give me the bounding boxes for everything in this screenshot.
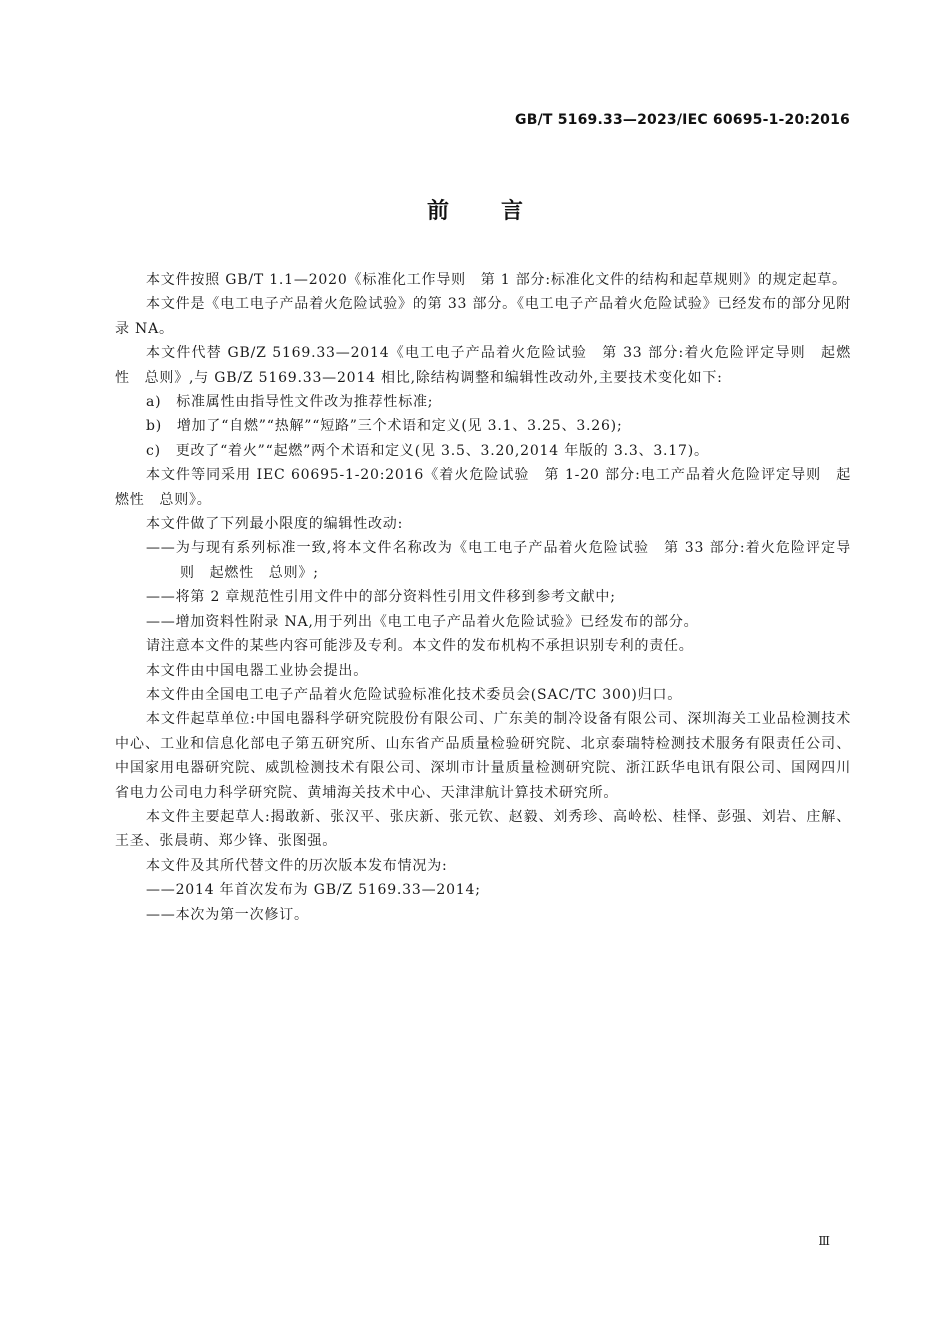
paragraph-drafting-units: 本文件起草单位:中国电器科学研究院股份有限公司、广东美的制冷设备有限公司、深圳海关工业品检测技术中心、工业和信息化部电子第五研究所、山东省产品质量检验研究院、北京泰瑞特检测技术服务有限责任公司、中国家用电器研究院、威凯检测技术有限公司、深圳市计量质量检测研究院、浙江跃华电讯有限公司、国网四川省电力公司电力科学研究院、黄埔海关技术中心、天津津航计算技术研究所。 — [115, 711, 851, 801]
paragraph-drafting-rules: 本文件按照 GB/T 1.1—2020《标准化工作导则 第 1 部分:标准化文件的结构和起草规则》的规定起草。 — [146, 272, 847, 288]
history-item-first: ——2014 年首次发布为 GB/Z 5169.33—2014; — [146, 882, 481, 899]
edit-item-references: ——将第 2 章规范性引用文件中的部分资料性引用文件移到参考文献中; — [146, 589, 616, 606]
edit-item-title: ——为与现有系列标准一致,将本文件名称改为《电工电子产品着火危险试验 第 33 部分:着火危险评定导则 起燃性 总则》; — [146, 540, 851, 581]
change-item-b: b) 增加了“自燃”“热解”“短路”三个术语和定义(见 3.1、3.25、3.26); — [146, 418, 623, 435]
paragraph-edit-intro: 本文件做了下列最小限度的编辑性改动: — [146, 516, 404, 533]
change-item-a: a) 标准属性由指导性文件改为推荐性标准; — [146, 394, 434, 411]
paragraph-adoption: 本文件等同采用 IEC 60695-1-20:2016《着火危险试验 第 1-20 部分:电工产品着火危险评定导则 起燃性 总则》。 — [115, 467, 851, 508]
paragraph-drafters: 本文件主要起草人:揭敢新、张汉平、张庆新、张元钦、赵毅、刘秀珍、高岭松、桂怿、彭强、刘岩、庄解、王圣、张晨萌、郑少锋、张图强。 — [115, 808, 851, 850]
page-number: Ⅲ — [818, 1234, 830, 1248]
paragraph-patent-notice: 请注意本文件的某些内容可能涉及专利。本文件的发布机构不承担识别专利的责任。 — [146, 638, 694, 655]
foreword-body — [115, 268, 851, 927]
history-item-current: ——本次为第一次修订。 — [146, 906, 309, 923]
standard-number-header: GB/T 5169.33—2023/IEC 60695-1-20:2016 — [515, 112, 850, 128]
paragraph-proposer: 本文件由中国电器工业协会提出。 — [146, 662, 368, 679]
change-item-c: c) 更改了“着火”“起燃”两个术语和定义(见 3.5、3.20,2014 年版的 3.3、3.17)。 — [146, 442, 709, 459]
paragraph-series-part: 本文件是《电工电子产品着火危险试验》的第 33 部分。《电工电子产品着火危险试验》已经发布的部分见附录 NA。 — [115, 296, 851, 337]
paragraph-responsible: 本文件由全国电工电子产品着火危险试验标准化技术委员会(SAC/TC 300)归口。 — [146, 686, 683, 703]
edit-item-annex: ——增加资料性附录 NA,用于列出《电工电子产品着火危险试验》已经发布的部分。 — [146, 613, 699, 630]
page-title: 前言 — [426, 199, 575, 224]
paragraph-replaces: 本文件代替 GB/Z 5169.33—2014《电工电子产品着火危险试验 第 33 部分:着火危险评定导则 起燃性 总则》,与 GB/Z 5169.33—2014 相比,除结构调整和编辑性改动外,主要技术变化如下: — [115, 345, 851, 386]
paragraph-history-intro: 本文件及其所代替文件的历次版本发布情况为: — [146, 857, 448, 874]
